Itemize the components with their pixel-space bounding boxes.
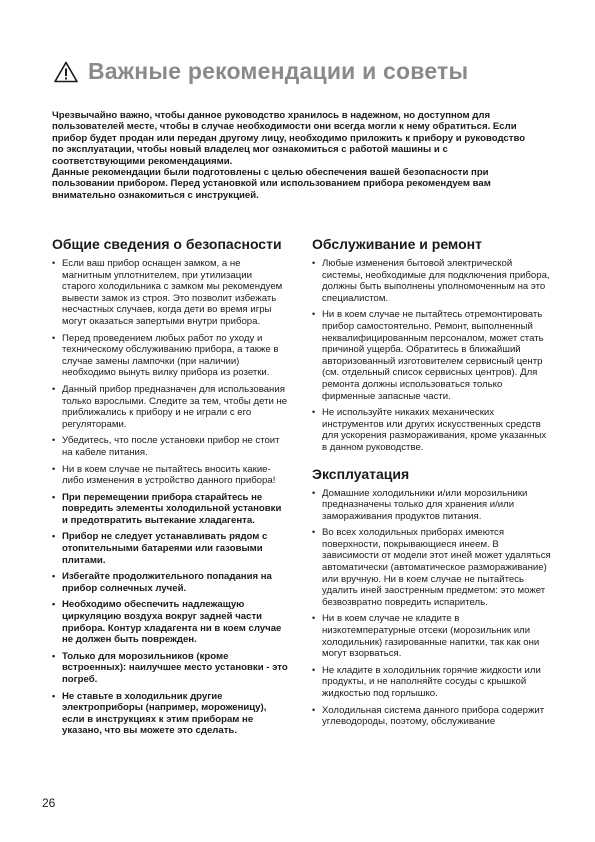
service-item-text: Ни в коем случае не пытайтесь отремонтировать прибор самостоятельно. Ремонт, выполненный неквалифицированным персоналом, может стать причиной ущерба. Обратитесь в ближайший авторизованный изготовителем сервисный центр (см. отдельный список сервисных центров). Для ремонта должны использоваться только фирменные запасные части. [322, 309, 544, 402]
safety-item [52, 599, 288, 645]
safety-item-text: Избегайте продолжительного попадания на прибор солнечных лучей. [62, 571, 272, 594]
warning-triangle-icon [54, 61, 78, 83]
safety-item [52, 571, 288, 594]
safety-item [52, 333, 288, 379]
operation-item [312, 665, 552, 700]
bullet-icon: • [52, 435, 56, 446]
operation-item-text: Ни в коем случае не кладите в низкотемпературные отсеки (морозильник или холодильник) газированные напитки, так как они могут взорваться. [322, 613, 540, 660]
bullet-icon: • [312, 309, 316, 320]
bullet-icon: • [312, 613, 316, 624]
bullet-icon: • [52, 383, 56, 394]
safety-item-text: Прибор не следует устанавливать рядом с отопительными батареями или газовыми плитами. [62, 531, 268, 566]
safety-item-text: Необходимо обеспечить надлежащую циркуляцию воздуха вокруг задней части прибора. Контур хладагента ни в коем случае не должен быть поврежден. [62, 599, 282, 646]
safety-item [52, 384, 288, 430]
operation-list [312, 488, 552, 728]
bullet-icon: • [312, 258, 316, 268]
bullet-icon: • [52, 491, 56, 502]
safety-item-text: Если ваш прибор оснащен замком, а не магнитным уплотнителем, при утилизации старого холодильника с замком мы рекомендуем вывести замок из строя. Это позволит избежать несчастных случаев, когда дети во время игры могут оказаться запертыми внутри прибора. [62, 258, 283, 327]
bullet-icon: • [52, 258, 56, 268]
service-item [312, 258, 552, 304]
safety-item-text: При перемещении прибора старайтесь не повредить элементы холодильной установки и предотвратить вытекание хладагента. [62, 491, 282, 526]
operation-item [312, 527, 552, 608]
operation-item-text: Не кладите в холодильник горячие жидкости или продукты, и не наполняйте сосуды с крышкой жидкостью под горлышко. [322, 664, 541, 699]
intro-paragraph: Чрезвычайно важно, чтобы данное руководство хранилось в надежном, но доступном для пользователей месте, чтобы в случае необходимости они всегда могли к нему обратиться. Если прибор будет продан или передан другому лицу, необходимо приложить к прибору и руководство по эксплуатации, чтобы новый владелец мог ознакомиться с работой машины и с соответствующими рекомендациями. [52, 110, 526, 167]
page-number: 26 [42, 796, 56, 810]
safety-item [52, 464, 288, 487]
operation-item-text: Во всех холодильных приборах имеются поверхности, покрывающиеся инеем. В зависимости от модели этот иней может удаляться автоматически (автоматическое размораживание) или вручную. Ни в коем случае не пытайтесь удалить иней заостренным предметом: это может безвозвратно повредить испаритель. [322, 527, 551, 608]
service-item-text: Не используйте никаких механических инструментов или других искусственных средств для ускорения размораживания, кроме указанных в данном руководстве. [322, 407, 547, 453]
right-column [312, 236, 552, 733]
title-row [54, 58, 468, 85]
safety-item-text: Перед проведением любых работ по уходу и техническому обслуживанию прибора, а также в случае замены лампочки (при наличии) необходимо вынуть вилку прибора из розетки. [62, 332, 279, 379]
bullet-icon: • [312, 487, 316, 498]
safety-item [52, 258, 288, 328]
service-item [312, 407, 552, 453]
service-item [312, 309, 552, 402]
left-column [52, 236, 288, 742]
safety-item-text: Убедитесь, что после установки прибор не стоит на кабеле питания. [62, 435, 280, 458]
bullet-icon: • [312, 527, 316, 538]
operation-item [312, 705, 552, 728]
operation-item-text: Домашние холодильники и/или морозильники предназначены только для хранения и/или замораживания продуктов питания. [322, 487, 528, 522]
intro-paragraph: Данные рекомендации были подготовлены с целью обеспечения вашей безопасности при пользовании прибором. Перед установкой или использованием прибора рекомендуем вам внимательно ознакомиться с инструкцией. [52, 167, 491, 201]
safety-item-text: Не ставьте в холодильник другие электроприборы (например, мороженицу), если в инструкциях к этим приборам не указано, что вы можете это сделать. [62, 690, 267, 737]
safety-item [52, 531, 288, 566]
service-item-text: Любые изменения бытовой электрической системы, необходимые для подключения прибора, должны быть выполнены уполномоченным на это специалистом. [322, 258, 550, 304]
safety-item-text: Ни в коем случае не пытайтесь вносить какие-либо изменения в устройство данного прибора! [62, 463, 276, 487]
operation-item [312, 488, 552, 523]
safety-heading: Общие сведения о безопасности [52, 236, 282, 252]
bullet-icon: • [312, 407, 316, 418]
operation-heading: Эксплуатация [312, 465, 410, 482]
safety-item [52, 492, 288, 527]
operation-item-text: Холодильная система данного прибора содержит углеводороды, поэтому, обслуживание [322, 704, 545, 728]
bullet-icon: • [52, 690, 56, 701]
bullet-icon: • [312, 664, 316, 675]
safety-item [52, 651, 288, 686]
bullet-icon: • [52, 531, 56, 542]
safety-item-text: Только для морозильников (кроме встроенных): наилучшее место установки - это погреб. [62, 650, 288, 685]
bullet-icon: • [52, 650, 56, 661]
safety-item [52, 435, 288, 458]
intro-text [52, 110, 532, 201]
bullet-icon: • [52, 599, 56, 610]
service-heading: Обслуживание и ремонт [312, 236, 482, 252]
bullet-icon: • [52, 571, 56, 582]
safety-item [52, 691, 288, 737]
page-title: Важные рекомендации и советы [88, 58, 469, 84]
bullet-icon: • [312, 704, 316, 715]
service-list [312, 258, 552, 454]
operation-item [312, 613, 552, 659]
bullet-icon: • [52, 332, 56, 343]
bullet-icon: • [52, 463, 56, 474]
safety-list [52, 258, 288, 737]
safety-item-text: Данный прибор предназначен для использования только взрослыми. Следите за тем, чтобы дети не приближались к прибору и не играли с его регуляторами. [62, 383, 288, 430]
